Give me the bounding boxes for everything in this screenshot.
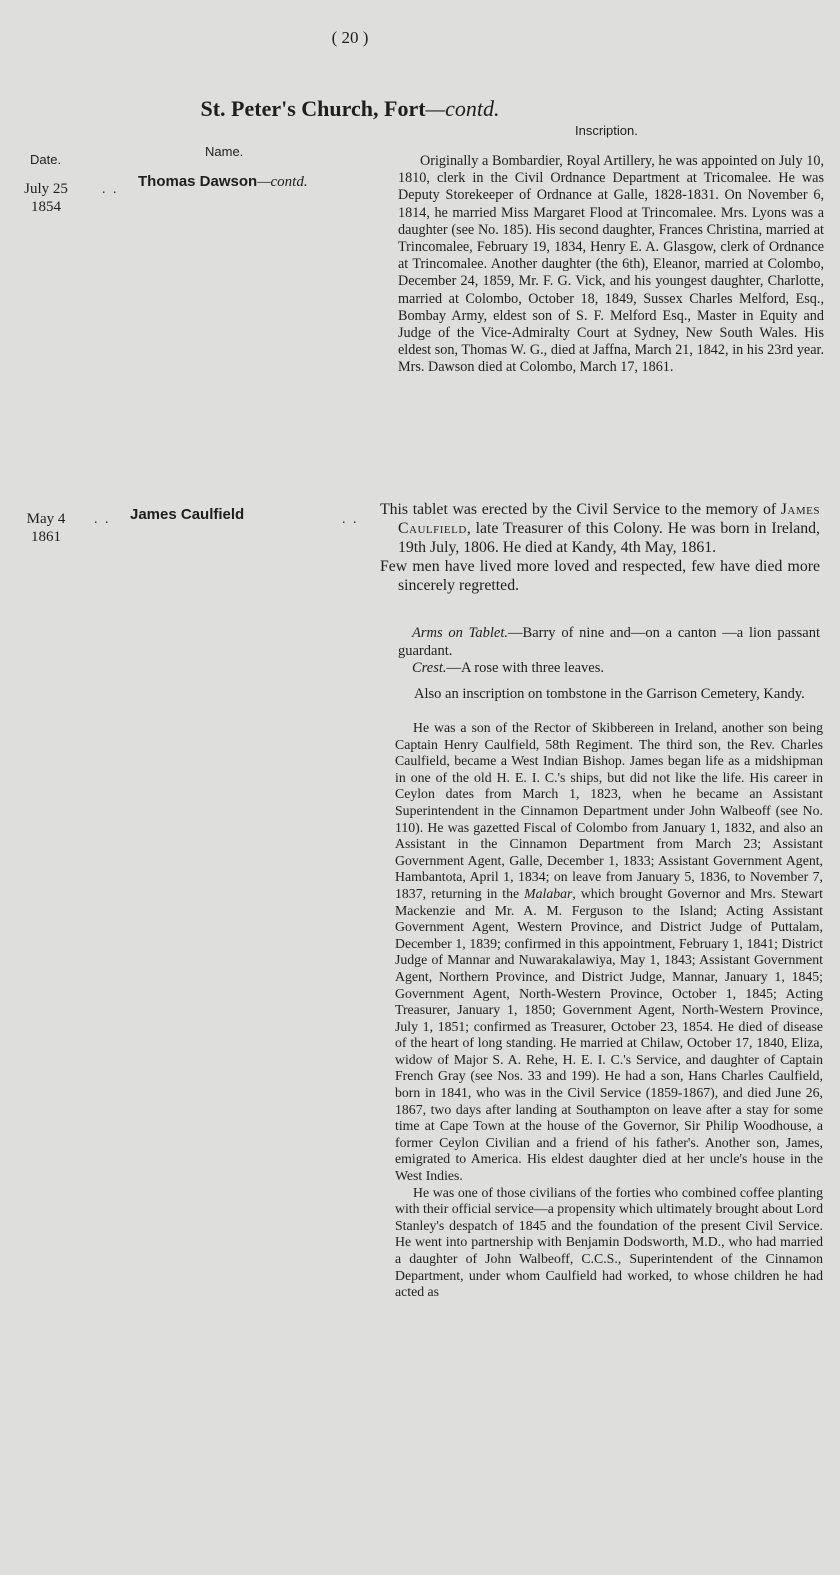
- heraldry-block: [398, 625, 820, 703]
- entry-name: James Caulfield: [130, 506, 245, 523]
- page-number: ( 20 ): [331, 28, 369, 47]
- tablet-paragraph: [380, 500, 820, 557]
- leader-dots: . .: [342, 512, 359, 527]
- crest-line: [398, 660, 820, 678]
- inscription-column-header: Inscription.: [575, 123, 638, 138]
- leader-dots: . .: [102, 182, 119, 197]
- entry-date-line: July 25: [24, 181, 68, 197]
- arms-text: —Barry of nine and—on a canton —a lion passant guardant.: [398, 625, 821, 659]
- entry-date-year: 1861: [31, 529, 61, 545]
- tablet-name: James Caulfield: [398, 501, 820, 537]
- arms-label: Arms on Tablet.: [412, 625, 509, 641]
- entry-date: [16, 180, 76, 216]
- crest-label: Crest.: [412, 660, 447, 676]
- arms-line: [398, 625, 820, 660]
- page-title: [0, 96, 700, 122]
- title-contd: —contd.: [425, 96, 500, 121]
- tablet-paragraph: Few men have lived more loved and respected, few have died more sincerely regretted.: [380, 558, 820, 594]
- leader-dots: . .: [94, 512, 111, 527]
- entry-date: [16, 510, 76, 546]
- entry-date-line: May 4: [26, 511, 66, 527]
- tablet-text: This tablet was erected by the Civil Service to the memory of: [380, 501, 777, 518]
- entry-date-year: 1854: [31, 199, 61, 215]
- entry-name-text: Thomas Dawson: [138, 173, 258, 190]
- biography-text: He was a son of the Rector of Skibbereen in Ireland, another son being Captain Henry Caulfield, 58th Regiment. The third son, the Rev. Charles Caulfield, became a West Indian Bishop. James began life as a midshipman in one of the old H. E. I. C.'s ships, but did not like the life. His career in Ceylon dates from March 1, 1823, when he became an Assistant Superintendent in the Cinnamon Department under John Walbeoff (see No. 110). He was gazetted Fiscal of Colombo from January 1, 1832, and also an Assistant in the Cinnamon Department from March 23; Assistant Government Agent, Galle, December 1, 1833; Assistant Government Agent, Hambantota, April 1, 1834; on leave from January 5, 1836, to November 7, 1837, returning in the: [395, 720, 823, 901]
- name-column-header: Name.: [205, 144, 244, 159]
- date-column-header: Date.: [30, 152, 62, 167]
- biography-paragraph: He was one of those civilians of the forties who combined coffee planting with their official service—a propensity which ultimately brought about Lord Stanley's despatch of 1845 and the foundation of the present Civil Service. He went into partnership with Benjamin Dodsworth, M.D., who had married a daughter of John Walbeoff, C.C.S., Superintendent of the Cinnamon Department, under whom Caulfield had worked, to whose children he had acted as: [395, 1184, 823, 1300]
- crest-text: —A rose with three leaves.: [446, 660, 604, 676]
- tablet-text: , late Treasurer of this Colony. He was born in Ireland, 19th July, 1806. He died at Kandy, 4th May, 1861.: [398, 520, 820, 556]
- entry-inscription: Originally a Bombardier, Royal Artillery, he was appointed on July 10, 1810, clerk in the Civil Ordnance Department at Tricomalee. He was Deputy Storekeeper of Ordnance at Galle, 1828-1831. On November 6, 1814, he married Miss Margaret Flood at Trincomalee. Mrs. Lyons was a daughter (see No. 185). His second daughter, Frances Christina, married at Trincomalee, February 19, 1834, Henry E. A. Glasgow, clerk of Ordnance at Trincomalee. Another daughter (the 6th), Eleanor, married at Colombo, December 24, 1859, Mr. F. G. Vick, and his youngest daughter, Charlotte, married at Colombo, October 18, 1849, Sussex Charles Melford, Esq., Bombay Army, eldest son of S. F. Melford Esq., Master in Equity and Judge of the Vice-Admiralty Court at Sydney, New South Wales. His eldest son, Thomas W. G., died at Jaffna, March 21, 1842, in his 23rd year. Mrs. Dawson died at Colombo, March 17, 1861.: [398, 153, 824, 376]
- entry-name-suffix: —contd.: [257, 174, 308, 190]
- biography-text: , which brought Governor and Mrs. Stewart Mackenzie and Mr. A. M. Ferguson to the Island; Acting Assistant Government Agent, Western Province, and District Judge of Puttalam, December 1, 1839; confirmed in this appointment, February 1, 1841; District Judge of Mannar and Nuwarakalawiya, May 1, 1843; Assistant Government Agent, Northern Province, and District Judge, Mannar, January 1, 1845; Government Agent, North-Western Province, October 1, 1845; Acting Treasurer, January 1, 1850; Government Agent, North-Western Province, July 1, 1851; confirmed as Treasurer, October 23, 1854. He died of disease of the heart of long standing. He married at Chilaw, October 17, 1840, Eliza, widow of Major S. A. Rehe, H. E. I. C.'s Service, and daughter of Captain French Gray (see Nos. 33 and 199). He had a son, Hans Charles Caulfield, born in 1841, who was in the Civil Service (1859-1867), and died June 26, 1867, two days after landing at Southampton on leave after a stay for some time at Cape Town at the house of the Governor, Sir Philip Woodhouse, a former Ceylon Civilian and a friend of his father's. Another son, James, emigrated to America. His eldest daughter died at her uncle's house in the West Indies.: [395, 885, 823, 1184]
- biography: [395, 720, 823, 1301]
- title-main: St. Peter's Church, Fort: [200, 96, 426, 121]
- biography-paragraph: [395, 720, 823, 1185]
- tablet-inscription: [380, 500, 820, 595]
- also-line: Also an inscription on tombstone in the Garrison Cemetery, Kandy.: [414, 685, 805, 702]
- entry-name: [138, 173, 308, 191]
- ship-name: Malabar: [524, 885, 573, 901]
